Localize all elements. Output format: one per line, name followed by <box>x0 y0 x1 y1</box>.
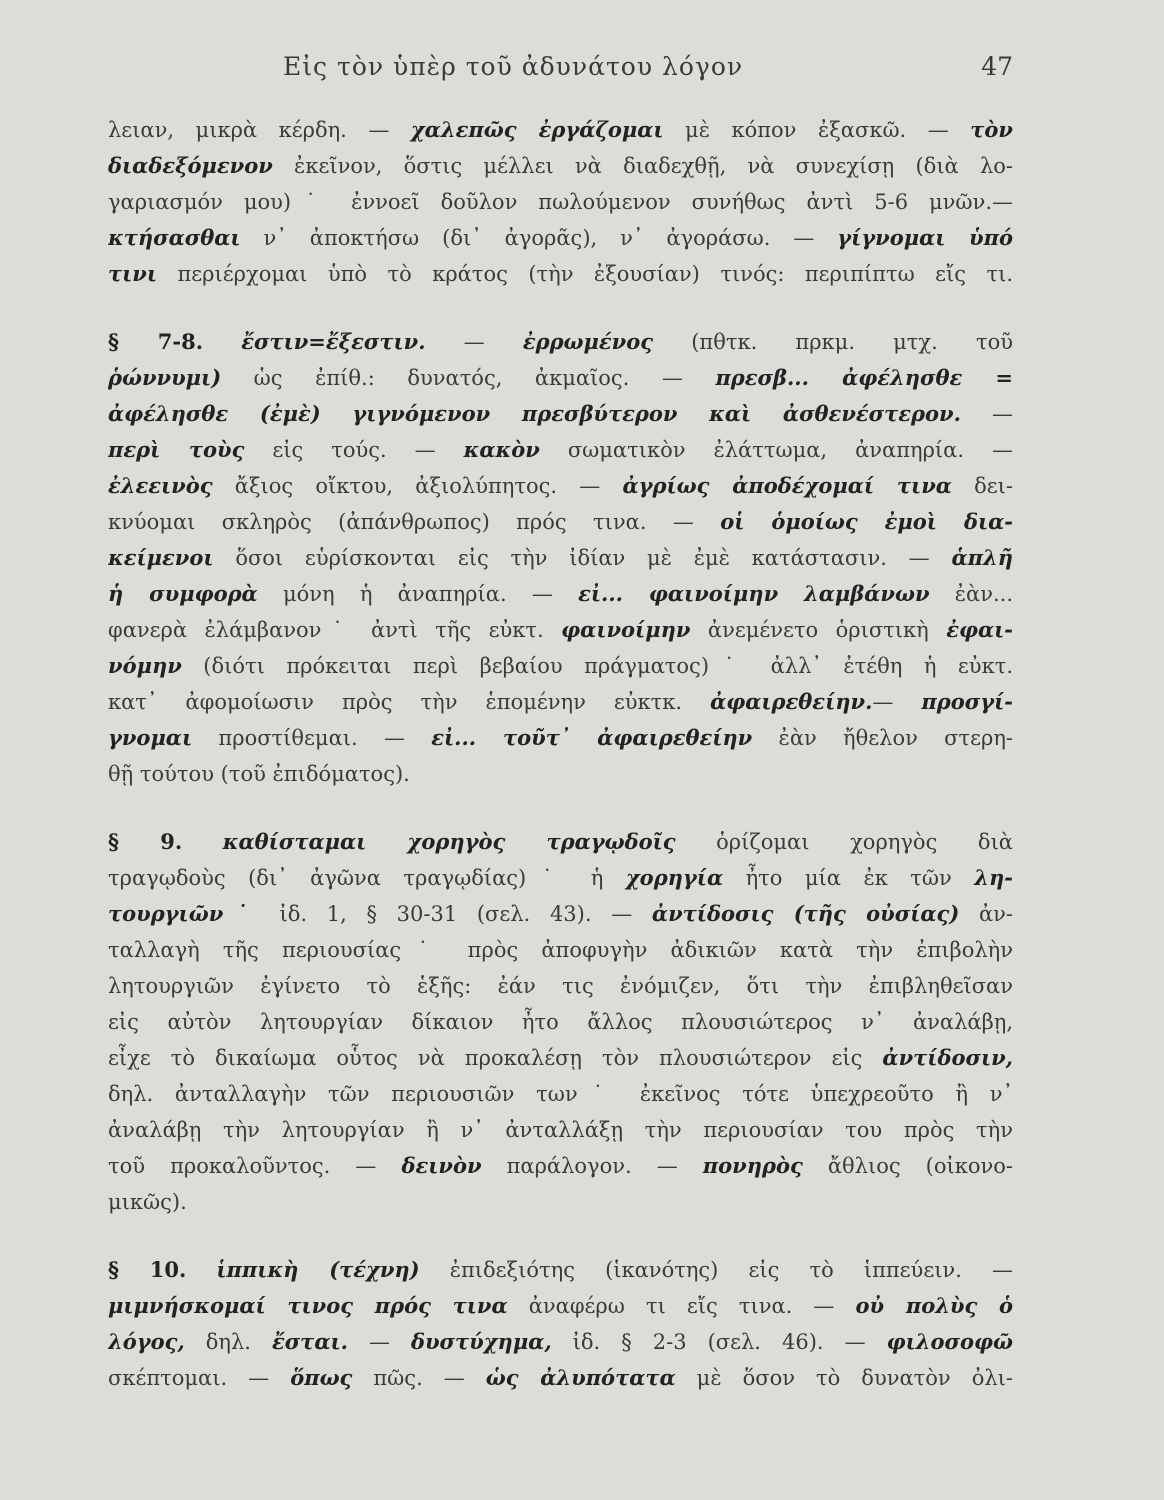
gloss-text: — <box>872 690 922 714</box>
gloss-text: (διότι πρόκειται περὶ βεβαίου πράγματος)˙ ἀλλ᾿ ἐτέθη ἡ εὐκτ. <box>181 654 1013 678</box>
gloss-text <box>182 830 223 854</box>
section-marker: § 7-8. <box>108 329 204 354</box>
text-line <box>108 824 1013 860</box>
gloss-text: δηλ. ἀνταλλαγὴν τῶν περιουσιῶν των˙ ἐκεῖνος τότε ὑπεχρεοῦτο ἢ ν᾿ <box>108 1082 1013 1106</box>
text-line <box>108 932 1013 968</box>
gloss-text <box>186 1258 216 1282</box>
gloss-text: κνύομαι σκληρὸς (ἀπάνθρωπος) πρός τινα. — <box>108 510 721 534</box>
text-line <box>108 684 1013 720</box>
lemma-term: δεινὸν <box>401 1153 482 1178</box>
lemma-term: εἰ... φαινοίμην λαμβάνων <box>578 581 930 606</box>
gloss-text: ἰδ. § 2-3 (σελ. 46). — <box>551 1330 887 1354</box>
gloss-text: μόνη ἡ ἀναπηρία. — <box>257 582 579 606</box>
gloss-text: ἄξιος οἴκτου, ἀξιολύπητος. — <box>212 474 623 498</box>
text-line <box>108 360 1013 396</box>
text-line <box>108 1288 1013 1324</box>
gloss-text: περιέρχομαι ὑπὸ τὸ κράτος (τὴν ἐξουσίαν) τινός: περιπίπτω εἴς τι. <box>157 262 1013 286</box>
text-line <box>108 860 1013 896</box>
gloss-text: εἶχε τὸ δικαίωμα οὗτος νὰ προκαλέσῃ τὸν πλουσιώτερον εἰς <box>108 1046 883 1070</box>
lemma-term: δυστύχημα, <box>410 1329 552 1354</box>
text-line <box>108 1112 1013 1148</box>
text-line <box>108 256 1013 292</box>
text-line <box>108 220 1013 256</box>
text-line <box>108 720 1013 756</box>
gloss-text: μὲ ὅσον τὸ δυνατὸν ὀλι- <box>675 1366 1013 1390</box>
gloss-text: δει- <box>951 474 1013 498</box>
lemma-term: ἁπλῆ <box>951 545 1013 570</box>
lemma-term: εἰ... τοῦτ᾿ ἀφαιρεθείην <box>431 725 753 750</box>
lemma-term: οἱ ὁμοίως ἐμοὶ δια- <box>720 509 1013 534</box>
gloss-text: ν᾿ ἀποκτήσω (δι᾿ ἀγορᾶς), ν᾿ ἀγοράσω. — <box>240 226 838 250</box>
lemma-term: ἐρρωμένος <box>522 329 654 354</box>
text-line <box>108 756 1013 792</box>
gloss-text: λειαν, μικρὰ κέρδη. — <box>108 118 411 142</box>
lemma-term: ἱππικὴ (τέχνη) <box>216 1257 420 1282</box>
text-line <box>108 1252 1013 1288</box>
gloss-text: κατ᾿ ἀφομοίωσιν πρὸς τὴν ἑπομένην εὐκτκ. <box>108 690 711 714</box>
text-line <box>108 432 1013 468</box>
text-line <box>108 1040 1013 1076</box>
text-line <box>108 1324 1013 1360</box>
lemma-term: οὐ πολὺς ὁ <box>855 1293 1013 1318</box>
text-line <box>108 1360 1013 1396</box>
page-number: 47 <box>981 52 1013 81</box>
lemma-term: πονηρὸς <box>702 1153 803 1178</box>
running-title: Εἰς τὸν ὑπὲρ τοῦ ἀδυνάτου λόγον <box>283 52 744 81</box>
text-line <box>108 1076 1013 1112</box>
gloss-text: ὁρίζομαι χορηγὸς διὰ <box>675 830 1013 854</box>
lemma-term: χαλεπῶς ἐργάζομαι <box>410 117 664 142</box>
gloss-text: — <box>347 1330 411 1354</box>
text-line <box>108 612 1013 648</box>
gloss-text: ἐὰν... <box>929 582 1013 606</box>
gloss-text: ταλλαγὴ τῆς περιουσίας˙ πρὸς ἀποφυγὴν ἀδικιῶν κατὰ τὴν ἐπιβολὴν <box>108 938 1013 962</box>
gloss-text <box>203 330 241 354</box>
lemma-term: κτήσασθαι <box>108 225 241 250</box>
gloss-text: ὡς ἐπίθ.: δυνατός, ἀκμαῖος. — <box>221 366 716 390</box>
lemma-term: ὡς ἀλυπότατα <box>485 1365 676 1390</box>
lemma-term: τινι <box>108 261 158 286</box>
gloss-text: ἄθλιος (οἰκονο- <box>802 1154 1013 1178</box>
gloss-text: μικῶς). <box>108 1190 187 1214</box>
text-line <box>108 968 1013 1004</box>
lemma-term: τουργιῶν˙ <box>108 901 260 926</box>
lemma-term: γνομαι <box>108 725 193 750</box>
lemma-term: χορηγία <box>625 865 724 890</box>
lemma-term: λη- <box>974 865 1013 890</box>
paragraph-gap <box>108 292 1013 324</box>
text-line <box>108 1004 1013 1040</box>
gloss-text: φανερὰ ἐλάμβανον˙ ἀντὶ τῆς εὐκτ. <box>108 618 562 642</box>
gloss-text: ἀναφέρω τι εἴς τινα. — <box>507 1294 856 1318</box>
gloss-text: εἰς αὐτὸν λητουργίαν δίκαιον ἦτο ἄλλος πλουσιώτερος ν᾿ ἀναλάβῃ, <box>108 1010 1013 1034</box>
gloss-text: πῶς. — <box>352 1366 486 1390</box>
lemma-term: φαινοίμην <box>561 617 691 642</box>
lemma-term: μιμνήσκομαί τινος πρός τινα <box>108 1293 508 1318</box>
gloss-text: ἐὰν ἤθελον στερη- <box>752 726 1013 750</box>
lemma-term: κείμενοι <box>108 545 214 570</box>
gloss-text: παράλογον. — <box>481 1154 703 1178</box>
text-line <box>108 648 1013 684</box>
gloss-text: ἐκεῖνον, ὅστις μέλλει νὰ διαδεχθῇ, νὰ συνεχίσῃ (διὰ λο- <box>272 154 1013 178</box>
gloss-text: ἰδ. 1, § 30-31 (σελ. 43). — <box>259 902 652 926</box>
lemma-term: γίγνομαι ὑπό <box>837 225 1013 250</box>
gloss-text: ἀνεμένετο ὁριστικὴ <box>690 618 947 642</box>
section-marker: § 9. <box>108 829 183 854</box>
lemma-term: τὸν <box>970 117 1013 142</box>
lemma-term: ἐφαι- <box>946 617 1013 642</box>
lemma-term: πρεσβ... ἀφέλησθε = <box>715 365 1013 390</box>
gloss-text: εἰς τούς. — <box>244 438 464 462</box>
section-marker: § 10. <box>108 1257 187 1282</box>
gloss-text: σκέπτομαι. — <box>108 1366 291 1390</box>
lemma-term: ἡ συμφορὰ <box>108 581 258 606</box>
lemma-term: ἀντίδοσις (τῆς οὐσίας) <box>651 901 960 926</box>
lemma-term: ἀγρίως ἀποδέχομαί τινα <box>622 473 952 498</box>
lemma-term: ἔστιν=ἔξεστιν. <box>241 329 426 354</box>
gloss-text: προστίθεμαι. — <box>192 726 432 750</box>
lemma-term: ἀφαιρεθείην. <box>710 689 873 714</box>
lemma-term: λόγος, <box>108 1329 185 1354</box>
page-header <box>108 52 1013 96</box>
text-line <box>108 396 1013 432</box>
gloss-text: — <box>425 330 523 354</box>
gloss-text: — <box>960 402 1013 426</box>
lemma-term: περὶ τοὺς <box>108 437 245 462</box>
paragraph-gap <box>108 792 1013 824</box>
gloss-text: μὲ κόπον ἐξασκῶ. — <box>663 118 971 142</box>
gloss-text: τοῦ προκαλοῦντος. — <box>108 1154 402 1178</box>
commentary-text <box>108 112 1013 1396</box>
gloss-text: (πθτκ. πρκμ. μτχ. τοῦ <box>653 330 1013 354</box>
lemma-term: ὅπως <box>290 1365 353 1390</box>
gloss-text: δηλ. <box>184 1330 272 1354</box>
gloss-text: ὅσοι εὑρίσκονται εἰς τὴν ἰδίαν μὲ ἐμὲ κατάστασιν. — <box>213 546 952 570</box>
lemma-term: φιλοσοφῶ <box>886 1329 1013 1354</box>
lemma-term: νόμην <box>108 653 182 678</box>
gloss-text: ἀν- <box>959 902 1013 926</box>
gloss-text: τραγῳδοὺς (δι᾿ ἀγῶνα τραγῳδίας)˙ ἡ <box>108 866 626 890</box>
text-line <box>108 576 1013 612</box>
lemma-term: προσγί- <box>921 689 1013 714</box>
text-line <box>108 324 1013 360</box>
text-line <box>108 112 1013 148</box>
text-line <box>108 184 1013 220</box>
paragraph-gap <box>108 1220 1013 1252</box>
gloss-text: θῇ τούτου (τοῦ ἐπιδόματος). <box>108 762 410 786</box>
lemma-term: διαδεξόμενον <box>108 153 273 178</box>
gloss-text: ἐπιδεξιότης (ἱκανότης) εἰς τὸ ἱππεύειν. — <box>419 1258 1013 1282</box>
text-line <box>108 504 1013 540</box>
text-line <box>108 540 1013 576</box>
lemma-term: ἀφέλησθε (ἐμὲ) γιγνόμενον πρεσβύτερον καὶ ἀσθενέστερον. <box>108 401 961 426</box>
lemma-term: ῥώννυμι) <box>108 365 222 390</box>
gloss-text: γαριασμόν μου)˙ ἐννοεῖ δοῦλον πωλούμενον συνήθως ἀντὶ 5-6 μνῶν.— <box>108 190 1013 214</box>
text-line <box>108 148 1013 184</box>
text-line <box>108 1148 1013 1184</box>
gloss-text: σωματικὸν ἐλάττωμα, ἀναπηρία. — <box>539 438 1013 462</box>
lemma-term: ἀντίδοσιν, <box>882 1045 1013 1070</box>
lemma-term: κακὸν <box>463 437 540 462</box>
text-line <box>108 1184 1013 1220</box>
lemma-term: ἐλεεινὸς <box>108 473 213 498</box>
text-line <box>108 468 1013 504</box>
lemma-term: καθίσταμαι χορηγὸς τραγῳδοῖς <box>222 829 676 854</box>
gloss-text: ἀναλάβῃ τὴν λητουργίαν ἢ ν᾿ ἀνταλλάξῃ τὴν περιουσίαν του πρὸς τὴν <box>108 1118 1013 1142</box>
gloss-text: λητουργιῶν ἐγίνετο τὸ ἑξῆς: ἐάν τις ἐνόμιζεν, ὅτι τὴν ἐπιβληθεῖσαν <box>108 974 1013 998</box>
lemma-term: ἔσται. <box>271 1329 348 1354</box>
text-line <box>108 896 1013 932</box>
gloss-text: ἦτο μία ἐκ τῶν <box>723 866 975 890</box>
